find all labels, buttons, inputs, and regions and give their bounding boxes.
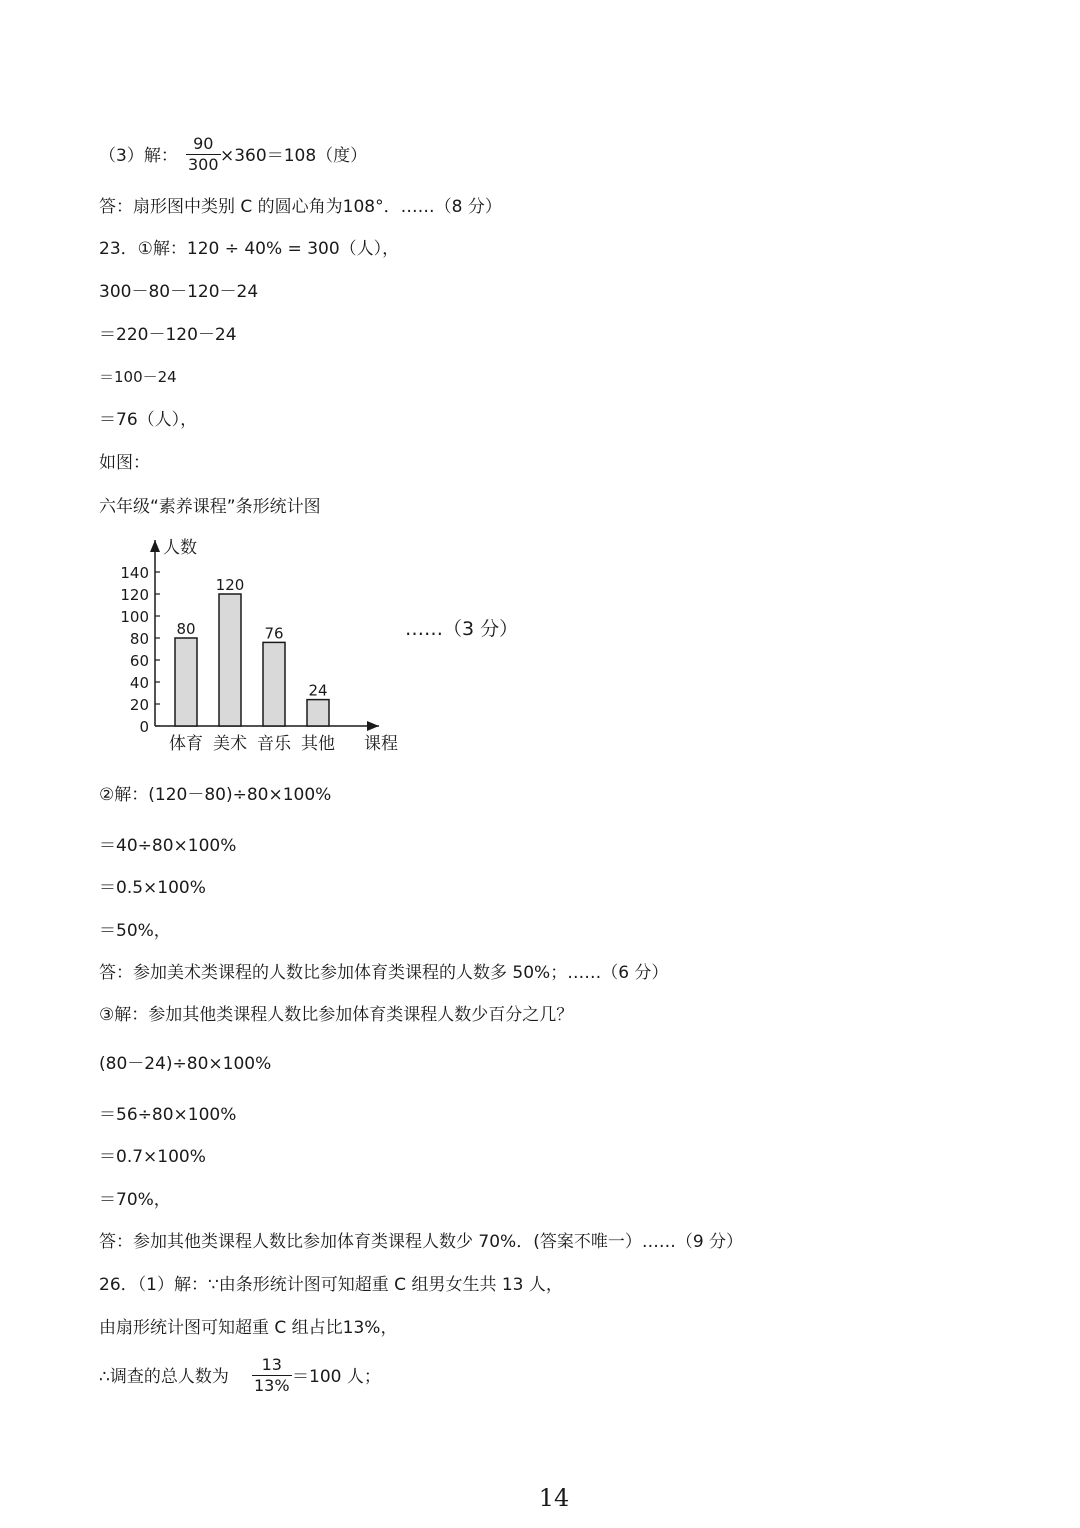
fraction-13-13pct (252, 1355, 292, 1396)
part2-line-1: ②解：(120－80)÷80×100% (99, 785, 332, 805)
part3-line-1: (80－24)÷80×100% (99, 1054, 272, 1074)
y-axis-label: 人数 (163, 538, 197, 558)
calc-line-3: ＝100－24 (99, 368, 177, 386)
y-tick-label: 140 (120, 564, 149, 582)
y-tick-label: 100 (120, 608, 149, 626)
part3-line-3: ＝0.7×100% (99, 1147, 206, 1167)
bar-value-labels (176, 576, 327, 700)
part3-line-4: ＝70%， (99, 1190, 171, 1210)
q26-line-1: 26．（1）解：∵由条形统计图可知超重 C 组男女生共 13 人， (99, 1275, 563, 1295)
x-axis-label: 课程 (364, 734, 398, 754)
x-axis-arrow (367, 721, 379, 731)
x-tick-label: 其他 (301, 734, 335, 754)
bar-value-label: 24 (308, 681, 328, 700)
q26-line-3-suffix: ＝100 人； (292, 1367, 381, 1387)
part2-line-3: ＝0.5×100% (99, 878, 206, 898)
calc-line-4: ＝76（人）， (99, 410, 198, 430)
fraction-denominator: 13% (254, 1376, 290, 1395)
bar-音乐 (263, 642, 285, 726)
bar-体育 (175, 638, 197, 726)
part3-suffix: ×360＝108（度） (220, 146, 368, 166)
bar-美术 (219, 594, 241, 726)
fraction-denominator: 300 (188, 155, 219, 174)
calc-line-1: 300－80－120－24 (99, 282, 259, 302)
fraction-90-300 (186, 134, 221, 175)
part3-question: ③解：参加其他类课程人数比参加体育类课程人数少百分之几？ (99, 1005, 574, 1025)
q26-line-3-prefix: ∴调查的总人数为 (99, 1367, 229, 1387)
bar-chart (99, 530, 419, 760)
calc-line-2: ＝220－120－24 (99, 325, 237, 345)
bar-其他 (307, 700, 329, 726)
part2-line-4: ＝50%， (99, 921, 171, 941)
fraction-numerator: 90 (186, 134, 221, 155)
page-number: 14 (538, 1484, 570, 1512)
y-axis-arrow (150, 540, 160, 552)
y-tick-label: 80 (129, 630, 149, 648)
part2-answer: 答：参加美术类课程的人数比参加体育类课程的人数多 50%；……（6 分） (99, 963, 669, 983)
fraction-numerator: 13 (252, 1355, 292, 1376)
bar-value-label: 120 (215, 576, 245, 594)
y-tick-label: 40 (129, 674, 149, 692)
y-tick-labels (120, 564, 160, 736)
part3-line-2: ＝56÷80×100% (99, 1105, 237, 1125)
x-tick-label: 美术 (213, 734, 247, 754)
chart-caption: 六年级“素养课程”条形统计图 (99, 497, 321, 517)
y-tick-label: 20 (129, 696, 149, 714)
y-tick-label: 0 (139, 718, 149, 736)
as-shown-label: 如图： (99, 453, 150, 473)
x-tick-label: 体育 (169, 734, 203, 754)
y-tick-label: 120 (120, 586, 149, 604)
q23-line: 23．①解：120 ÷ 40% = 300（人）， (99, 239, 400, 259)
bar-value-label: 76 (264, 624, 284, 643)
answer-3: 答：扇形图中类别 C 的圆心角为108°．……（8 分） (99, 197, 502, 217)
part2-line-2: ＝40÷80×100% (99, 836, 237, 856)
chart-score: ……（3 分） (405, 618, 519, 640)
chart-bars (175, 594, 329, 726)
x-tick-labels (169, 733, 335, 754)
part3-prefix: （3）解： (99, 146, 178, 166)
x-tick-label: 音乐 (257, 734, 291, 754)
bar-value-label: 80 (176, 620, 196, 638)
y-tick-label: 60 (129, 652, 149, 670)
q26-line-2: 由扇形统计图可知超重 C 组占比13%， (99, 1318, 398, 1338)
part3-answer: 答：参加其他类课程人数比参加体育类课程人数少 70%．(答案不唯一）……（9 分） (99, 1232, 744, 1252)
